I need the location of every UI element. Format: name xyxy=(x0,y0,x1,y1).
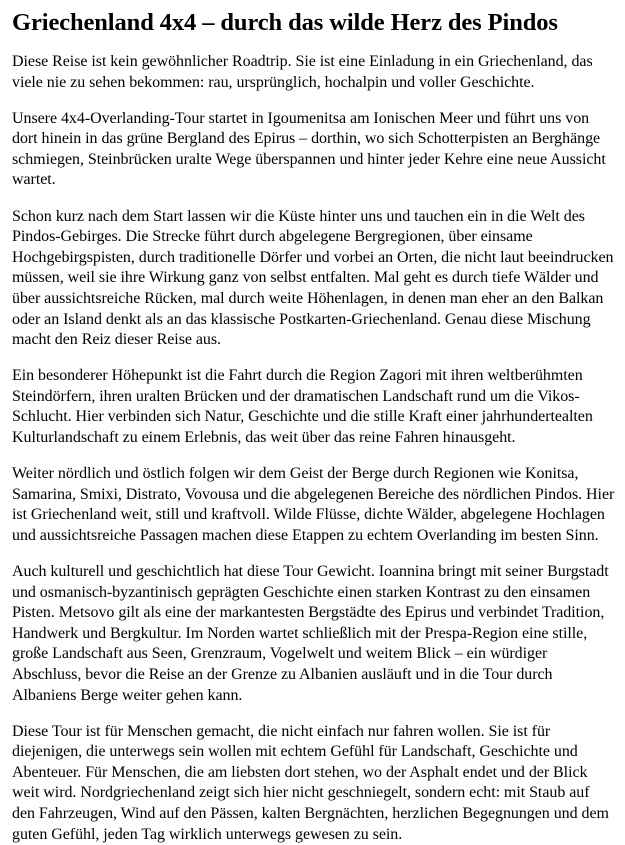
paragraph-zagori: Ein besonderer Höhepunkt ist die Fahrt durch die Region Zagori mit ihren weltberühmten Steindörfern, ihren uralten Brücken und der dramatischen Landschaft rund um die Vikos-Schlucht. Hier verbinden sich Natur, Geschichte und die stille Kraft einer jahrhundertealten Kulturlandschaft zu einem Erlebnis, das weit über das reine Fahren hinausgeht. xyxy=(12,367,593,446)
paragraph-target-audience: Diese Tour ist für Menschen gemacht, die nicht einfach nur fahren wollen. Sie ist für diejenigen, die unterwegs sein wollen mit echtem Gefühl für Landschaft, Geschichte und Abenteuer. Für Menschen, die am liebsten dort stehen, wo der Asphalt endet und der Blick weit wird. Nordgriechenland zeigt sich hier nicht geschniegelt, sondern echt: mit Staub auf den Fahrzeugen, Wind auf den Pässen, kalten Bergnächten, herzlichen Begegnungen und dem guten Gefühl, jeden Tag wirklich unterwegs gewesen zu sein. xyxy=(12,722,609,843)
paragraph-northern-pindos: Weiter nördlich und östlich folgen wir dem Geist der Berge durch Regionen wie Konitsa, Samarina, Smixi, Distrato, Vovousa und die abgelegenen Bereiche des nördlichen Pindos. Hier ist Griechenland weit, still und kraftvoll. Wilde Flüsse, dichte Wälder, abgelegene Hochlagen und aussichtsreiche Passagen machen diese Etappen zu echtem Overlanding im besten Sinn. xyxy=(12,465,615,544)
page-title: Griechenland 4x4 – durch das wilde Herz des Pindos xyxy=(12,9,558,36)
paragraph-culture-history: Auch kulturell und geschichtlich hat diese Tour Gewicht. Ioannina bringt mit seiner Burgstadt und osmanisch-byzantinisch geprägten Geschichte einen starken Kontrast zu den einsamen Pisten. Metsovo gilt als eine der markantesten Bergstädte des Epirus und verbindet Tradition, Handwerk und Bergkultur. Im Norden wartet schließlich mit der Prespa-Region eine stille, große Landschaft aus Seen, Grenzraum, Vogelwelt und weitem Blick – ein würdiger Abschluss, bevor die Reise an der Grenze zu Albanien ausläuft und in die Tour durch Albaniens Berge weiter gehen kann. xyxy=(12,562,609,704)
paragraph-start-igoumenitsa: Unsere 4x4-Overlanding-Tour startet in Igoumenitsa am Ionischen Meer und führt uns von dort hinein in das grüne Bergland des Epirus – dorthin, wo sich Schotterpisten an Berghänge schmiegen, Steinbrücken uralte Wege überspannen und hinter jeder Kehre eine neue Aussicht wartet. xyxy=(12,109,606,189)
paragraph-intro: Diese Reise ist kein gewöhnlicher Roadtrip. Sie ist eine Einladung in ein Griechenland, das viele nie zu sehen bekommen: rau, ursprünglich, hochalpin und voller Geschichte. xyxy=(12,53,593,91)
paragraph-pindos-mountains: Schon kurz nach dem Start lassen wir die Küste hinter uns und tauchen ein in die Welt des Pindos-Gebirges. Die Strecke führt durch abgelegene Bergregionen, über einsame Hochgebirgspisten, durch traditionelle Dörfer und vorbei an Orten, die nicht laut beeindrucken müssen, weil sie ihre Wirkung ganz von selbst entfalten. Mal geht es durch tiefe Wälder und über aussichtsreiche Rücken, mal durch weite Höhenlagen, in denen man eher an den Balkan oder an Island denkt als an das klassische Postkarten-Griechenland. Genau diese Mischung macht den Reiz dieser Reise aus. xyxy=(12,207,614,349)
